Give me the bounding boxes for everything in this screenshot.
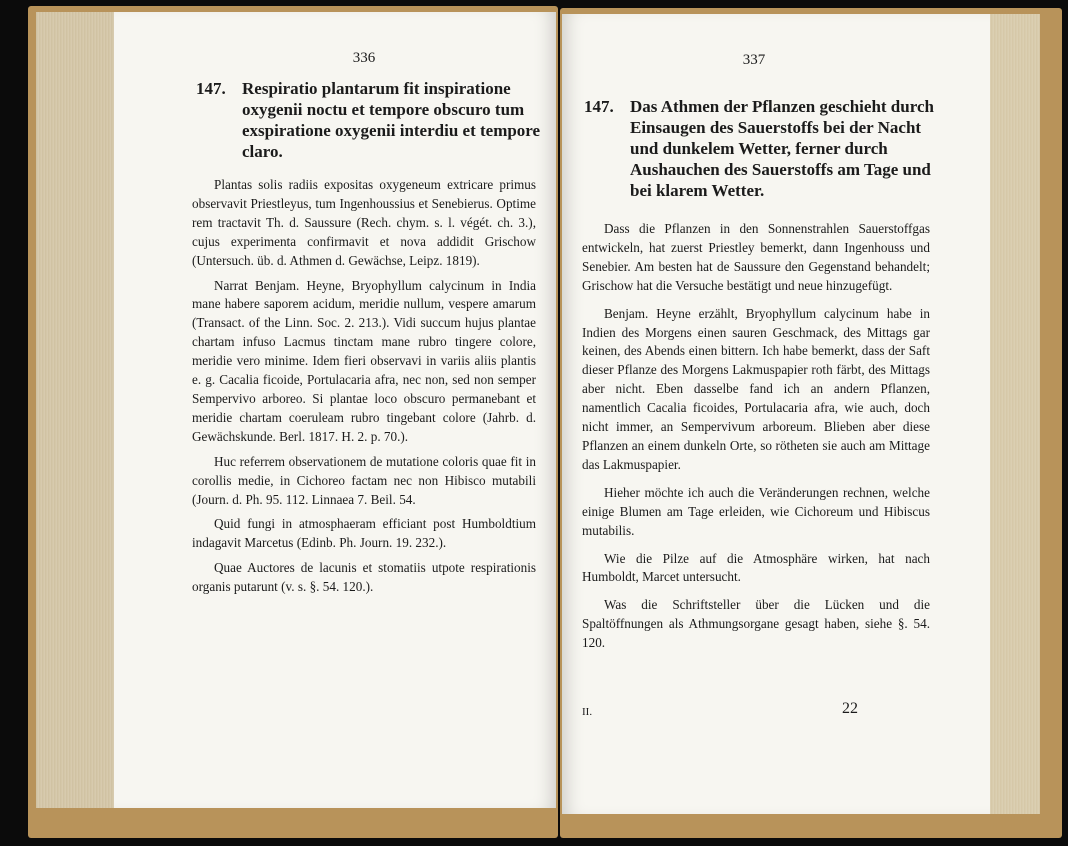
page-edges-left: [36, 12, 116, 808]
left-page-number: 336: [352, 50, 376, 66]
left-paragraph-3: Huc referrem observationem de mutatione coloris quae fit in corollis medie, in Cichoreo factam nec non Hibisco mutabili (Journ. d. Ph. 95. 112. Linnaea 7. Beil. 54.: [192, 453, 536, 507]
left-page: [114, 12, 556, 808]
left-paragraph-4: Quid fungi in atmosphaeram efficiant post Humboldtium indagavit Marcetus (Edinb. Ph. Journ. 19. 232.).: [192, 516, 536, 551]
page-edges-right: [988, 14, 1040, 814]
right-body-text: [582, 220, 930, 662]
right-paragraph-3: Hieher möchte ich auch die Veränderungen rechnen, welche einige Blumen am Tage erleiden, wie Cichoreum und Hibiscus mutabilis.: [582, 484, 930, 538]
folio-number: 22: [842, 700, 858, 717]
right-paragraph-4: Wie die Pilze auf die Atmosphäre wirken, hat nach Humboldt, Marcet untersucht.: [582, 550, 930, 585]
right-section-heading: [584, 96, 984, 200]
right-paragraph-1: Dass die Pflanzen in den Sonnenstrahlen Sauerstoffgas entwickeln, hat zuerst Priestley bemerkt, dann Ingenhouss und Senebier. Am besten hat de Saussure den Gegenstand behandelt; Grischow hat die Versuche bestätigt und neue hinzugefügt.: [582, 221, 930, 293]
left-paragraph-1: Plantas solis radiis expositas oxygeneum extricare primus observavit Priestleyus, tum Ingenhoussius et Senebierus. Optime rem tractavit Th. d. Saussure (Rech. chym. s. l. végét. ch. 3.), cujus experimenta confirmavit et nova addidit Grischow (Untersuch. üb. d. Athmen d. Gewächse, Leipz. 1819).: [192, 177, 536, 268]
right-section-number: 147.: [584, 97, 614, 116]
right-paragraph-5: Was die Schriftsteller über die Lücken und die Spaltöffnungen als Athmungsorgane gesagt haben, siehe §. 54. 120.: [582, 597, 930, 651]
left-body-text: [192, 176, 536, 603]
left-section-number: 147.: [196, 79, 226, 98]
left-section-heading: [196, 78, 546, 168]
right-page: [562, 14, 990, 814]
right-page-number: 337: [742, 52, 766, 68]
left-paragraph-2: Narrat Benjam. Heyne, Bryophyllum calycinum in India mane habere saporem acidum, meridie nullum, vespere amarum (Transact. of the Linn. Soc. 2. 213.). Vidi succum hujus plantae chartam infuso Lacmus tinctam mane rubro tingere colore, meridie vero minime. Idem fieri observavi in variis aliis plantis e. g. Cacalia ficoide, Portulacaria afra, nec non, sed non semper Sempervivo arboreo. Si plantae loco obscuro permanebant et meridie chartam coeruleam rubro tingebant colore (Jahrb. d. Gewächskunde. Berl. 1817. H. 2. p. 70.).: [192, 277, 536, 444]
left-paragraph-5: Quae Auctores de lacunis et stomatiis utpote respirationis organis putarunt (v. s. §. 54. 120.).: [192, 560, 536, 595]
left-section-title: Respiratio plantarum fit inspiratione oxygenii noctu et tempore obscuro tum exspiratione oxygenii interdiu et tempore claro.: [242, 79, 541, 161]
signature-mark: II.: [582, 706, 593, 718]
right-paragraph-2: Benjam. Heyne erzählt, Bryophyllum calycinum habe in Indien des Morgens einen sauren Geschmack, des Mittags gar keinen, des Abends einen bittern. Ich habe bemerkt, dass der Saft dieser Pflanze des Morgens Lakmuspapier roth färbt, des Mittags aber nicht. Eben dasselbe fand ich an andern Pflanzen, namentlich Cacalia ficoides, Portulacaria afra, wie auch, doch nicht immer, an Sempervivum arboreum. Blieben aber diese Pflanzen an einem dunkeln Orte, so rötheten sie auch am Mittage das Lakmuspapier.: [582, 305, 930, 472]
right-section-title: Das Athmen der Pflanzen geschieht durch Einsaugen des Sauerstoffs bei der Nacht und dunkelem Wetter, ferner durch Aushauchen des Sauerstoffs am Tage und bei klarem Wetter.: [630, 97, 934, 200]
